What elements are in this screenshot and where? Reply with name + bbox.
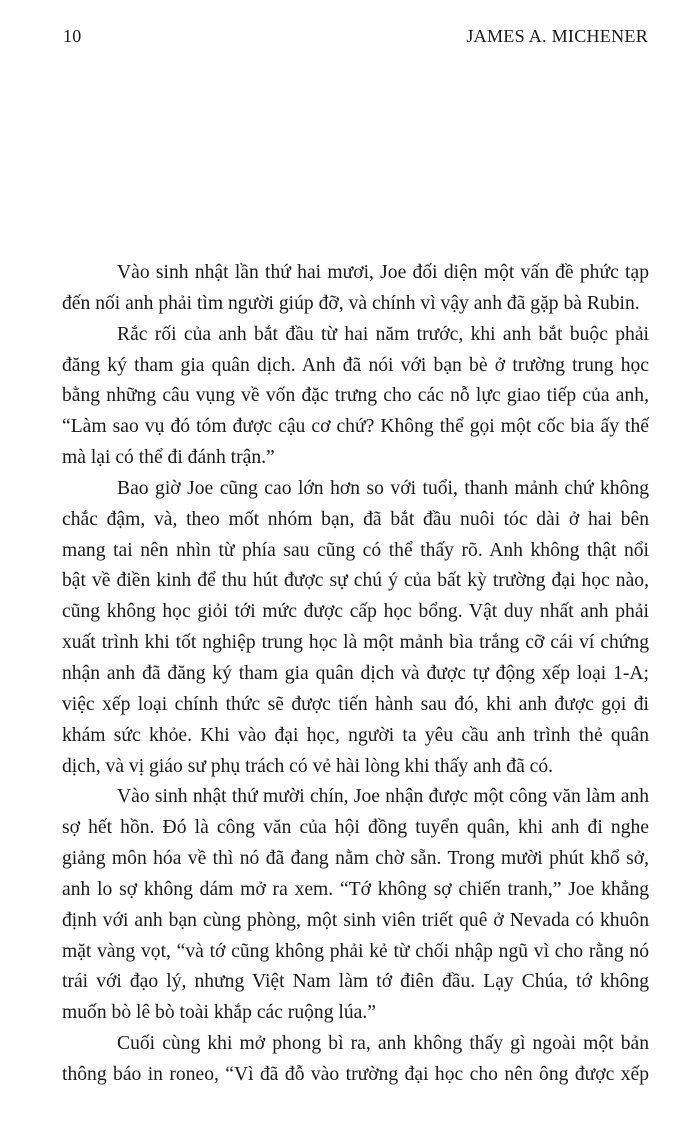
text-line: chắc đậm, và, theo mốt nhóm bạn, đã bắt đầu nuôi tóc dài ở hai bên — [62, 508, 649, 530]
text-line: mặt vàng vọt, “và tớ cũng không phải kẻ từ chối nhập ngũ vì cho rằng nó — [62, 940, 649, 962]
running-head: JAMES A. MICHENER — [466, 26, 648, 46]
text-line: đăng ký tham gia quân dịch. Anh đã nói với bạn bè ở trường trung học — [62, 354, 649, 376]
text-line: muốn bò lê bò toài khắp các ruộng lúa.” — [62, 1002, 376, 1024]
page-number: 10 — [63, 26, 82, 46]
text-line: sợ hết hồn. Đó là công văn của hội đồng tuyển quân, khi anh đi nghe — [62, 817, 649, 839]
text-line: Vào sinh nhật lần thứ hai mươi, Joe đối diện một vấn đề phức tạp — [117, 262, 649, 283]
text-line: giảng môn hóa về thì nó đã đang nằm chờ sẵn. Trong mười phút khổ sở, — [62, 848, 649, 870]
text-line: trái với đạo lý, nhưng Việt Nam làm tớ điên đầu. Lạy Chúa, tớ không — [62, 971, 649, 993]
text-line: Vào sinh nhật thứ mười chín, Joe nhận được một công văn làm anh — [117, 786, 649, 808]
text-line: Rắc rối của anh bắt đầu từ hai năm trước, khi anh bắt buộc phải — [117, 323, 649, 345]
text-line: anh lo sợ không dám mở ra xem. “Tớ không sợ chiến tranh,” Joe khẳng — [62, 878, 649, 900]
text-line: xuất trình khi tốt nghiệp trung học là một mảnh bìa trắng cỡ cái ví chứng — [62, 632, 649, 654]
body-text — [62, 258, 649, 1091]
text-line: thông báo in roneo, “Vì đã đỗ vào trường đại học cho nên ông được xếp — [62, 1063, 649, 1085]
text-line: đến nối anh phải tìm người giúp đỡ, và chính vì vậy anh đã gặp bà Rubin. — [62, 292, 640, 314]
text-line: “Làm sao vụ đó tóm được cậu cơ chứ? Không thể gọi một cốc bia ấy thế — [62, 416, 649, 438]
text-line: Bao giờ Joe cũng cao lớn hơn so với tuổi, thanh mảnh chứ không — [117, 477, 649, 499]
text-line: việc xếp loại chính thức sẽ được tiến hành sau đó, khi anh được gọi đi — [62, 693, 649, 715]
text-line: bằng những câu vụng về vốn đặc trưng cho các nỗ lực giao tiếp của anh, — [62, 385, 649, 407]
text-line: bật về điền kinh để thu hút được sự chú ý của bất kỳ trường đại học nào, — [62, 570, 649, 592]
text-line: mà lại có thể đi đánh trận.” — [62, 447, 275, 469]
text-line: mang tai nên nhìn từ phía sau cũng có thể thấy rõ. Anh không thật nổi — [62, 539, 649, 561]
text-line: nhận anh đã đăng ký tham gia quân dịch và được tự động xếp loại 1-A; — [62, 662, 649, 684]
text-line: khám sức khỏe. Khi vào đại học, người ta yêu cầu anh trình thẻ quân — [62, 724, 649, 746]
text-line: dịch, và vị giáo sư phụ trách có vẻ hài lòng khi thấy anh đã có. — [62, 755, 554, 777]
text-line: Cuối cùng khi mở phong bì ra, anh không thấy gì ngoài một bản — [117, 1033, 649, 1055]
text-line: cũng không học giỏi tới mức được cấp học bổng. Vật duy nhất anh phải — [62, 601, 649, 623]
text-line: định với anh bạn cùng phòng, một sinh viên triết quê ở Nevada có khuôn — [62, 909, 649, 931]
